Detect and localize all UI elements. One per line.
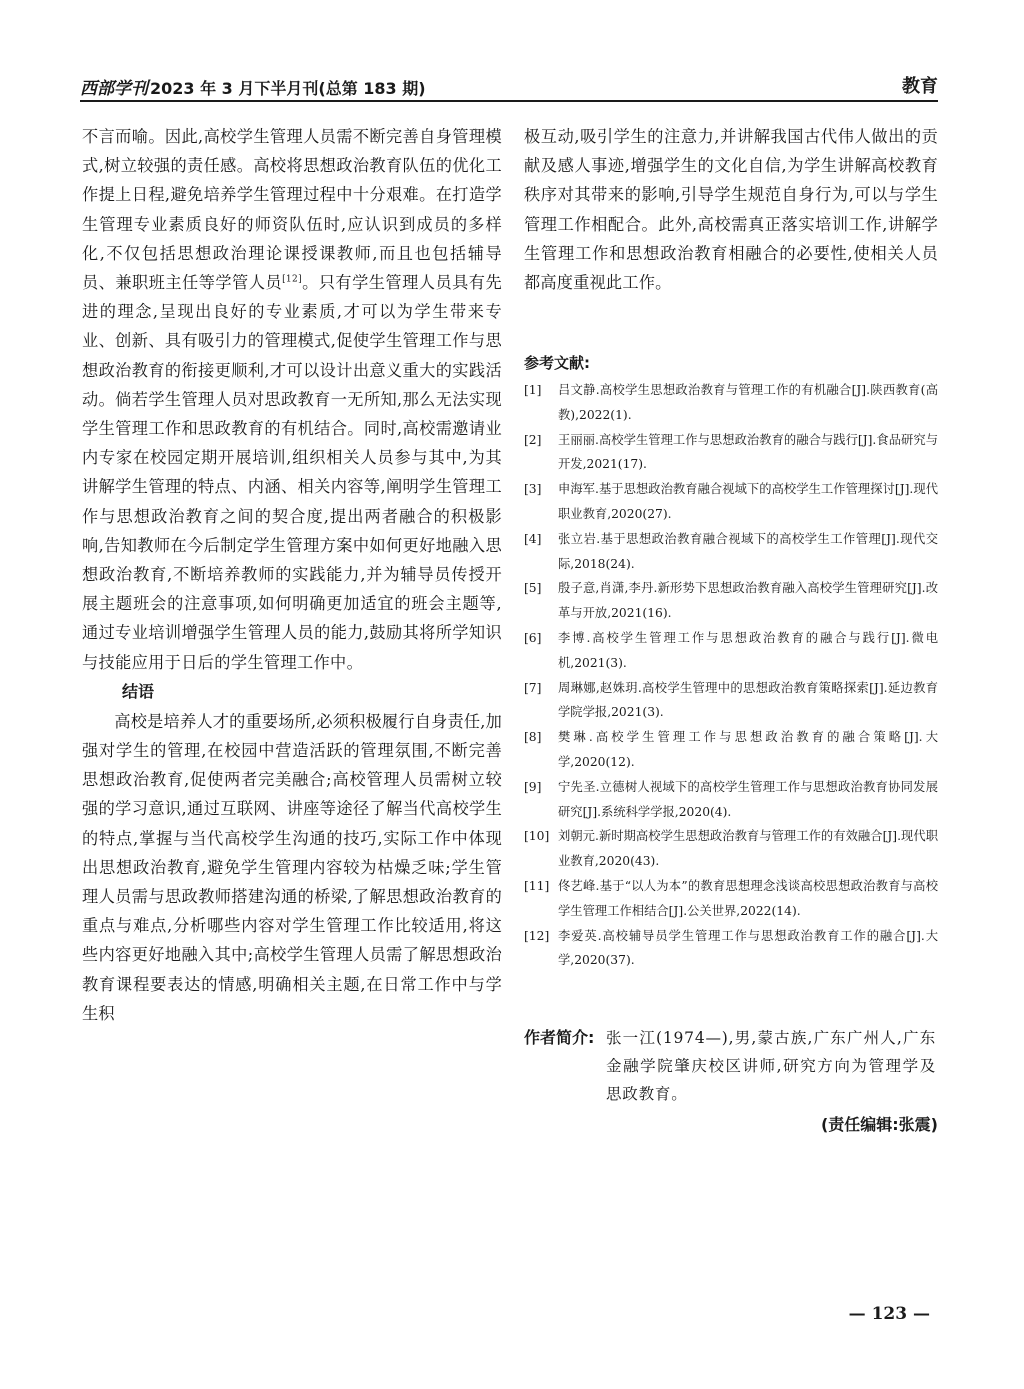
paragraph-text: 。只有学生管理人员具有先进的理念,呈现出良好的专业素质,才可以为学生带来专业、创新、具有吸引力的管理模式,促使学生管理工作与思想政治教育的衔接更顺利,才可以设计出意义重大的实践活动。倘若学生管理人员对思政教育一无所知,那么无法实现学生管理工作和思政教育的有机结合。同时,高校需邀请业内专家在校园定期开展培训,组织相关人员参与其中,为其讲解学生管理的特点、内涵、相关内容等,阐明学生管理工作与思想政治教育之间的契合度,提出两者融合的积极影响,告知教师在今后制定学生管理方案中如何更好地融入思想政治教育,不断培养教师的实践能力,并为辅导员传授开展主题班会的注意事项,如何明确更加适宜的班会主题等,通过专业培训增强学生管理人员的能力,鼓励其将所学知识与技能应用于日后的学生管理工作中。 (82, 273, 502, 672)
reference-item (524, 428, 938, 478)
reference-number: [3] (524, 482, 542, 497)
reference-number: [2] (524, 432, 542, 447)
reference-text: 佟艺峰.基于“以人为本”的教育思想理念浅谈高校思想政治教育与高校学生管理工作相结合[J].公关世界,2022(14). (558, 878, 938, 918)
reference-item (524, 824, 938, 874)
reference-text: 李爱英.高校辅导员学生管理工作与思想政治教育工作的融合[J].大学,2020(37). (558, 928, 938, 968)
citation-marker: [12] (282, 274, 302, 285)
reference-number: [4] (524, 531, 542, 546)
reference-text: 宁先圣.立德树人视域下的高校学生管理工作与思想政治教育协同发展研究[J].系统科学学报,2020(4). (558, 779, 938, 819)
journal-title (80, 74, 426, 99)
reference-text: 刘朝元.新时期高校学生思想政治教育与管理工作的有效融合[J].现代职业教育,2020(43). (558, 829, 938, 869)
references-list (524, 378, 938, 973)
reference-text: 樊琳.高校学生管理工作与思想政治教育的融合策略[J].大学,2020(12). (558, 730, 938, 769)
author-bio-text: 张一江(1974—),男,蒙古族,广东广州人,广东金融学院肇庆校区讲师,研究方向为管理学及思政教育。 (606, 1029, 936, 1103)
page-header (80, 68, 938, 102)
reference-number: [8] (524, 730, 542, 745)
reference-number: [12] (524, 928, 550, 943)
right-column (524, 122, 938, 297)
reference-item (524, 725, 938, 775)
reference-item (524, 874, 938, 924)
references-title: 参考文献: (524, 354, 590, 372)
reference-text: 吕文静.高校学生思想政治教育与管理工作的有机融合[J].陕西教育(高教),2022(1). (558, 383, 938, 422)
journal-logo: 西部学刊 (80, 79, 148, 99)
left-column (82, 122, 502, 1028)
reference-text: 周琳娜,赵姝玥.高校学生管理中的思想政治教育策略探索[J].延边教育学院学报,2021(3). (558, 680, 938, 720)
reference-text: 殷子意,肖潇,李丹.新形势下思想政治教育融入高校学生管理研究[J].改革与开放,2021(16). (558, 581, 938, 621)
author-bio-label: 作者简介: (524, 1028, 595, 1047)
body-paragraph (82, 122, 502, 677)
responsible-editor: (责任编辑:张震) (820, 1115, 938, 1134)
reference-number: [7] (524, 680, 542, 695)
reference-item (524, 477, 938, 527)
page-number: — 123 — (848, 1304, 930, 1324)
reference-number: [1] (524, 383, 542, 397)
reference-number: [6] (524, 630, 542, 645)
body-paragraph: 高校是培养人才的重要场所,必须积极履行自身责任,加强对学生的管理,在校园中营造活跃的管理氛围,不断完善思想政治教育,促使两者完美融合;高校管理人员需树立较强的学习意识,通过互联网、讲座等途径了解当代高校学生的特点,掌握与当代高校学生沟通的技巧,实际工作中体现出思想政治教育,避免学生管理内容较为枯燥乏味;学生管理人员需与思政教师搭建沟通的桥梁,了解思想政治教育的重点与难点,分析哪些内容对学生管理工作比较适用,将这些内容更好地融入其中;高校学生管理人员需了解思想政治教育课程要表达的情感,明确相关主题,在日常工作中与学生积 (82, 711, 502, 1023)
reference-number: [10] (524, 829, 550, 844)
reference-text: 李博.高校学生管理工作与思想政治教育的融合与践行[J].微电机,2021(3). (558, 630, 938, 670)
paragraph-text: 不言而喻。因此,高校学生管理人员需不断完善自身管理模式,树立较强的责任感。高校将思想政治教育队伍的优化工作提上日程,避免培养学生管理过程中十分艰难。在打造学生管理专业素质良好的师资队伍时,应认识到成员的多样化,不仅包括思想政治理论课授课教师,而且也包括辅导员、兼职班主任等学管人员 (82, 127, 502, 293)
reference-item (524, 924, 938, 974)
reference-item (524, 378, 938, 428)
reference-number: [5] (524, 581, 542, 596)
conclusion-heading: 结语 (122, 681, 155, 701)
reference-item (524, 775, 938, 825)
reference-number: [11] (524, 878, 550, 893)
reference-item (524, 527, 938, 577)
reference-item (524, 676, 938, 726)
section-label: 教育 (902, 76, 938, 97)
reference-text: 张立岩.基于思想政治教育融合视域下的高校学生工作管理[J].现代交际,2018(24). (558, 531, 938, 571)
reference-number: [9] (524, 779, 542, 794)
reference-item (524, 576, 938, 626)
issue-info: 2023 年 3 月下半月刊(总第 183 期) (150, 79, 426, 98)
reference-item (524, 626, 938, 676)
body-paragraph: 极互动,吸引学生的注意力,并讲解我国古代伟人做出的贡献及感人事迹,增强学生的文化自信,为学生讲解高校教育秩序对其带来的影响,引导学生规范自身行为,可以与学生管理工作相配合。此外,高校需真正落实培训工作,讲解学生管理工作和思想政治教育相融合的必要性,使相关人员都高度重视此工作。 (524, 127, 938, 293)
reference-text: 王丽丽.高校学生管理工作与思想政治教育的融合与践行[J].食品研究与开发,2021(17). (558, 432, 938, 472)
reference-text: 申海军.基于思想政治教育融合视域下的高校学生工作管理探讨[J].现代职业教育,2020(27). (558, 482, 938, 521)
